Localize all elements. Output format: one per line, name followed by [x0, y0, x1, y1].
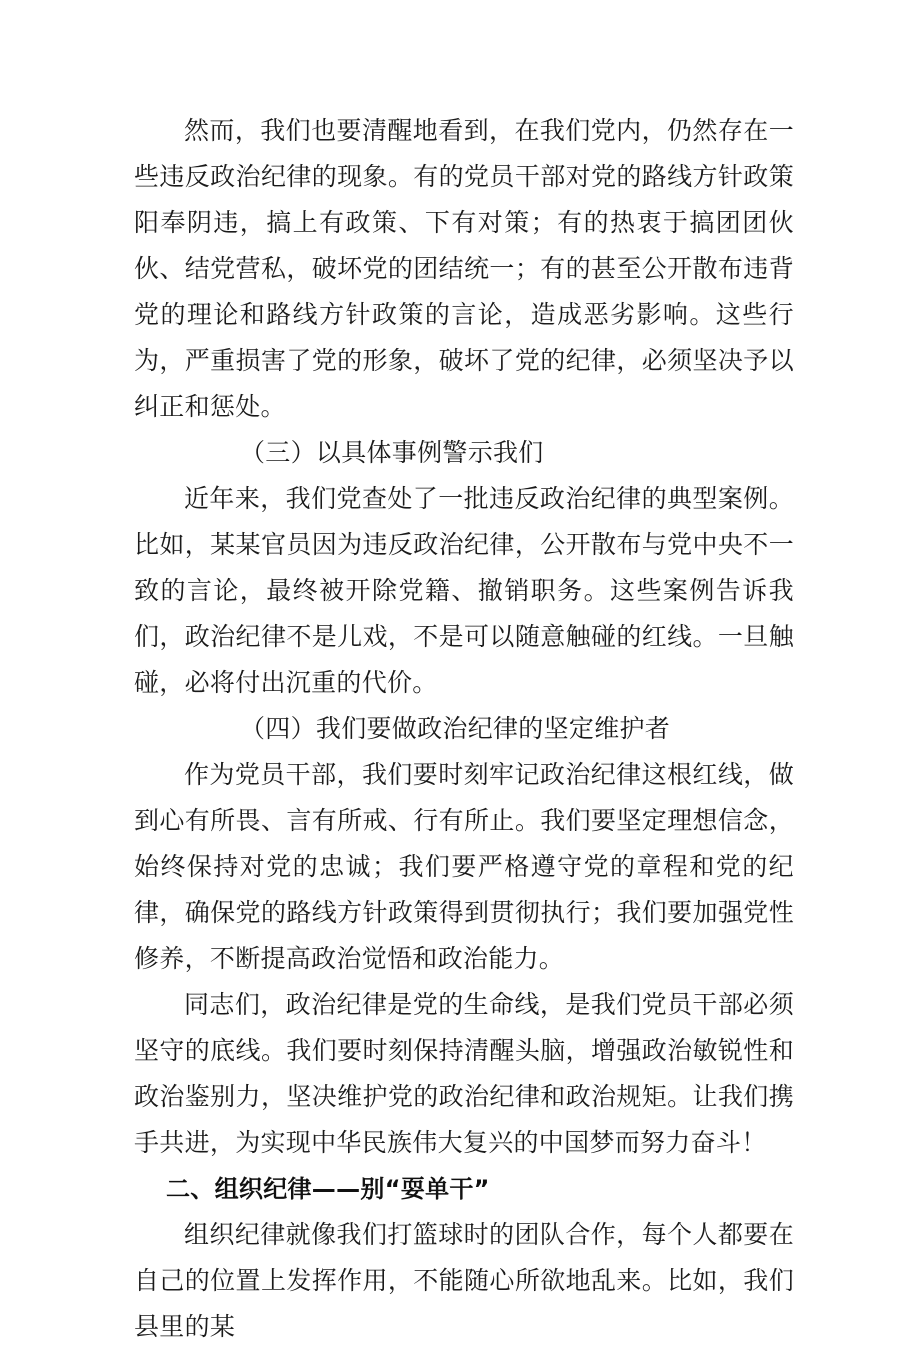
subheading-four-text: （四）我们要做政治纪律的坚定维护者: [240, 714, 671, 743]
paragraph-violations: 然而，我们也要清醒地看到，在我们党内，仍然存在一些违反政治纪律的现象。有的党员干部对党的路线方针政策阳奉阴违，搞上有政策、下有对策；有的热衷于搞团团伙伙、结党营私，破坏党的团结统一；有的甚至公开散布违背党的理论和路线方针政策的言论，造成恶劣影响。这些行为，严重损害了党的形象，破坏了党的纪律，必须坚决予以纠正和惩处。: [134, 116, 794, 421]
subheading-four: [134, 706, 794, 752]
subheading-three-text: （三）以具体事例警示我们: [240, 438, 544, 467]
subheading-three: [134, 430, 794, 476]
document-body: [134, 108, 794, 1350]
paragraph-party-members: 作为党员干部，我们要时刻牢记政治纪律这根红线，做到心有所畏、言有所戒、行有所止。我们要坚定理想信念，始终保持对党的忠诚；我们要严格遵守党的章程和党的纪律，确保党的路线方针政策得到贯彻执行；我们要加强党性修养，不断提高政治觉悟和政治能力。: [134, 760, 794, 973]
paragraph-cases: 近年来，我们党查处了一批违反政治纪律的典型案例。比如，某某官员因为违反政治纪律，公开散布与党中央不一致的言论，最终被开除党籍、撤销职务。这些案例告诉我们，政治纪律不是儿戏，不是可以随意触碰的红线。一旦触碰，必将付出沉重的代价。: [134, 484, 794, 697]
paragraph-comrades: 同志们，政治纪律是党的生命线，是我们党员干部必须坚守的底线。我们要时刻保持清醒头脑，增强政治敏锐性和政治鉴别力，坚决维护党的政治纪律和政治规矩。让我们携手共进，为实现中华民族伟大复兴的中国梦而努力奋斗！: [134, 990, 794, 1157]
paragraph-organization: 组织纪律就像我们打篮球时的团队合作，每个人都要在自己的位置上发挥作用，不能随心所欲地乱来。比如，我们县里的某: [134, 1220, 794, 1341]
section-heading-organization: 二、组织纪律——别“耍单干”: [166, 1175, 490, 1203]
